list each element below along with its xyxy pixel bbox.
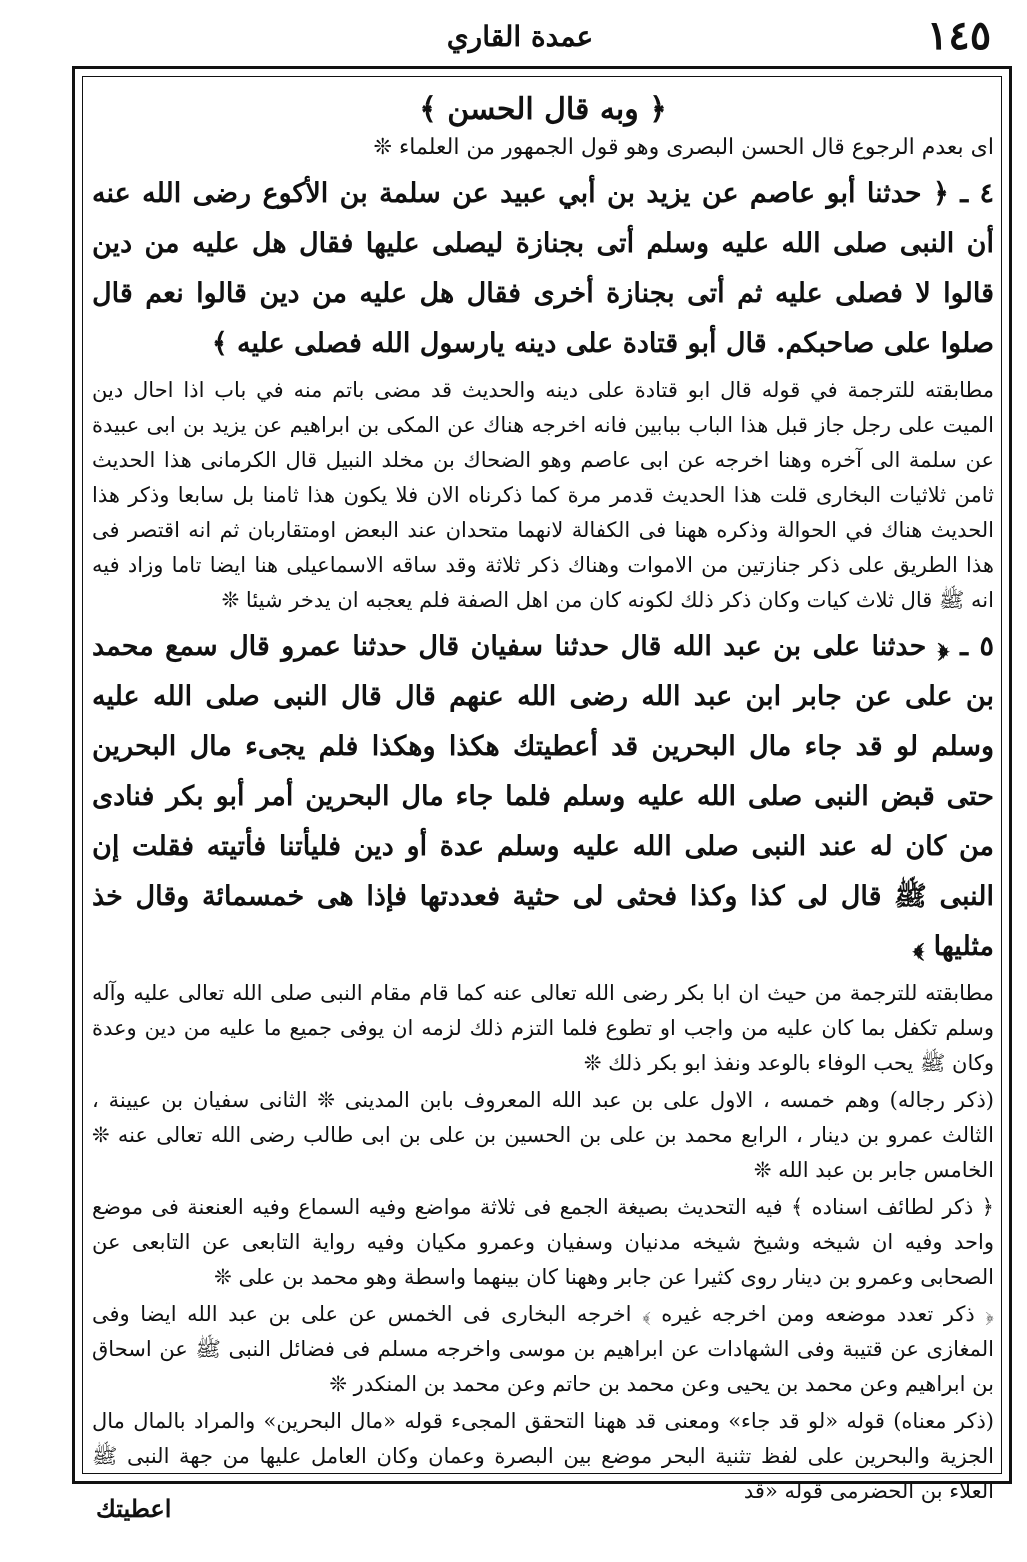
hadith-4: ٤ ـ ﴿ حدثنا أبو عاصم عن يزيد بن أبي عبيد عن سلمة بن الأكوع رضى الله عنه أن النبى صلى الله عليه وسلم أتى بجنازة ليصلى عليها فقال هل عليه من دين قالوا لا فصلى عليه ثم أتى بجنازة أخرى فقال هل عليه من دين قالوا نعم قال صلوا على صاحبكم. قال أبو قتادة على دينه يارسول الله فصلى عليه ﴾ (92, 178, 994, 359)
commentary-sources: ﴿ ذكر تعدد موضعه ومن اخرجه غيره ﴾ اخرجه البخارى فى الخمس عن على بن عبد الله ايضا وفى المغازى عن قتيبة وفى الشهادات عن ابراهيم بن موسى واخرجه مسلم فى فضائل النبى ﷺ عن اسحاق بن ابراهيم وعن محمد بن يحيى وعن محمد بن حاتم وعن محمد بن المنكدر ❊ (92, 1302, 994, 1396)
page-number: ١٤٥ (926, 12, 992, 59)
page-body (92, 86, 994, 1511)
section-heading: ﴿ وبه قال الحسن ﴾ (419, 92, 667, 127)
catchword: اعطيتك (96, 1494, 172, 1523)
commentary-isnad: ﴿ ذكر لطائف اسناده ﴾ فيه التحديث بصيغة الجمع فى ثلاثة مواضع وفيه السماع وفيه العنعنة فى موضع واحد وفيه ان شيخه وشيخ شيخه مدنيان وسفيان وعمرو مكيان وفيه رواية التابعى عن التابعى عن الصحابى وعمرو بن دينار روى كثيرا عن جابر وههنا كان بينهما واسطة وهو محمد بن على ❊ (92, 1195, 994, 1289)
intro-line: اى بعدم الرجوع قال الحسن البصرى وهو قول الجمهور من العلماء ❊ (373, 135, 994, 160)
running-head: عمدة القاري (446, 20, 594, 53)
hadith-5: ٥ ـ ﴿ حدثنا على بن عبد الله قال حدثنا سفيان قال حدثنا عمرو قال سمع محمد بن على عن جابر ابن عبد الله رضى الله عنهم قال قال النبى صلى الله عليه وسلم لو قد جاء مال البحرين قد أعطيتك هكذا وهكذا فلم يجىء مال البحرين حتى قبض النبى صلى الله عليه وسلم فلما جاء مال البحرين أمر أبو بكر فنادى من كان له عند النبى صلى الله عليه وسلم عدة أو دين فليأتنا فأتيته فقلت إن النبى ﷺ قال لى كذا وكذا فحثى لى حثية فعددتها فإذا هى خمسمائة وقال خذ مثليها ﴾ (92, 631, 994, 962)
commentary-meaning: (ذكر معناه) قوله «لو قد جاء» ومعنى قد ههنا التحقق المجىء قوله «مال البحرين» والمراد بالمال مال الجزية والبحرين على لفظ تثنية البحر موضع بين البصرة وعمان وكان العامل عليها من جهة النبى ﷺ العلاء بن الحضرمى قوله «قد (92, 1409, 994, 1503)
commentary-hadith-4: مطابقته للترجمة في قوله قال ابو قتادة على دينه والحديث قد مضى باتم منه في باب اذا احال دين الميت على رجل جاز قبل هذا الباب ببابين فانه اخرجه هناك عن المكى بن ابراهيم عن يزيد بن ابى عبيدة عن سلمة الى آخره وهنا اخرجه عن ابى عاصم وهو الضحاك بن مخلد النبيل قال الكرمانى هذا الحديث ثامن ثلاثيات البخارى قلت هذا الحديث قدمر مرة كما ذكرناه الان فلا يكون هذا ثامنا بل سابعا وذكر هذا الحديث هناك في الحوالة وذكره ههنا فى الكفالة لانهما متحدان عند البعض اومتقاربان ثم انه اقتصر فى هذا الطريق على ذكر جنازتين من الاموات وهناك ذكر ثلاثة وقد ساقه الاسماعيلى هنا ايضا تاما وزاد فيه انه ﷺ قال ثلاث كيات وكان ذكر ذلك لكونه كان من اهل الصفة فلم يعجبه ان يدخر شيئا ❊ (92, 378, 994, 612)
commentary-narrators: (ذكر رجاله) وهم خمسه ، الاول على بن عبد الله المعروف بابن المدينى ❊ الثانى سفيان بن عيينة ، الثالث عمرو بن دينار ، الرابع محمد بن على بن الحسين بن على بن ابى طالب رضى الله تعالى عنه ❊ الخامس جابر بن عبد الله ❊ (92, 1088, 994, 1182)
commentary-correspondence: مطابقته للترجمة من حيث ان ابا بكر رضى الله تعالى عنه كما قام مقام النبى صلى الله تعالى عليه وآله وسلم تكفل بما كان عليه من واجب او تطوع فلما التزم ذلك لزمه ان يوفى جميع ما عليه من دين وعدة وكان ﷺ يحب الوفاء بالوعد ونفذ ابو بكر ذلك ❊ (92, 981, 994, 1075)
